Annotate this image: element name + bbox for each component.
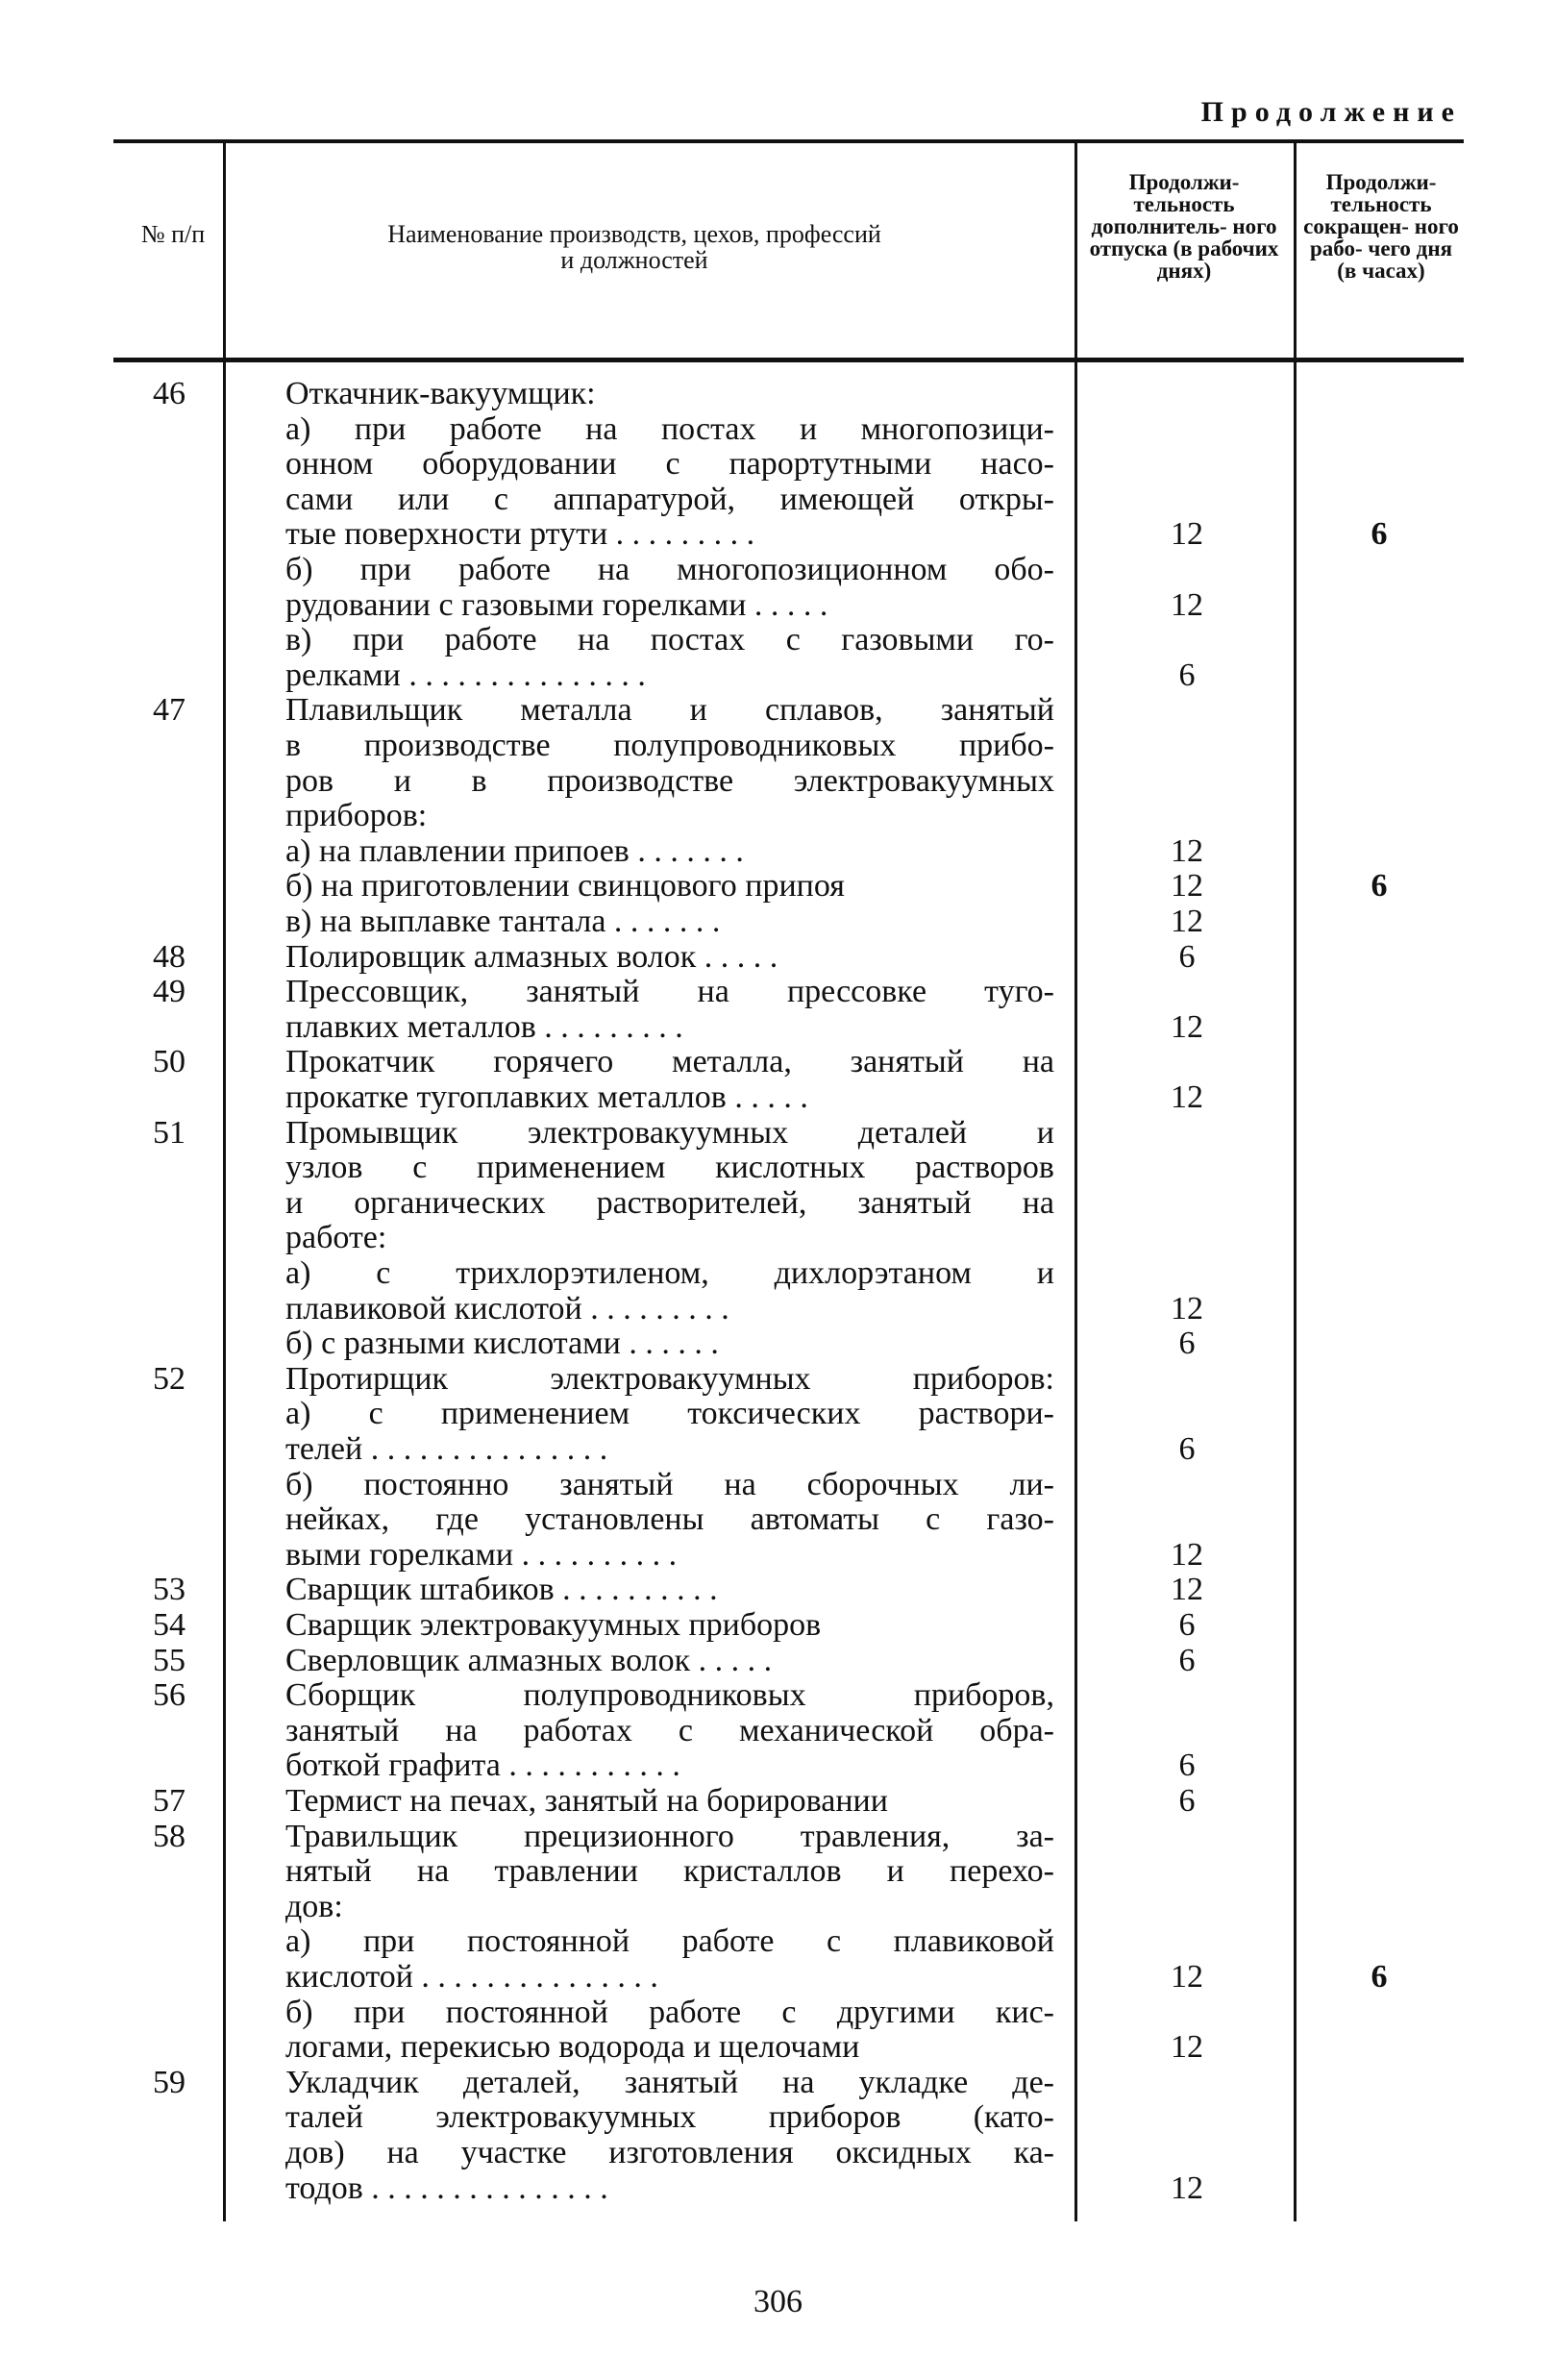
table-line-text: Сборщик полупроводниковых приборов, [285,1677,1054,1713]
table-line-text: б) при постоянной работе с другими кис- [285,1995,1054,2030]
table-line-text: узлов с применением кислотных растворов [285,1150,1054,1185]
table-line-text: прокатке тугоплавких металлов . . . . . [285,1079,808,1115]
table-line-text: Протирщик электровакуумных приборов: [285,1361,1054,1397]
additional-leave-days: 12 [1171,1009,1203,1045]
page-number: 306 [753,2284,803,2319]
additional-leave-days: 12 [1171,1537,1203,1573]
table-line-text: а) при работе на постах и многопозици- [285,411,1054,447]
row-number: 52 [153,1361,185,1397]
header-col-name: Наименование производств, цехов, профессий и должностей [387,220,881,275]
header-top-rule [113,139,1464,143]
table-line-text: нятый на травлении кристаллов и перехо- [285,1853,1054,1889]
table-line-text: б) постоянно занятый на сборочных ли- [285,1467,1054,1502]
table-line-text: Прессовщик, занятый на прессовке туго- [285,974,1054,1009]
row-number: 46 [153,376,185,411]
table-line-text: Сварщик электровакуумных приборов [285,1607,822,1643]
table-line-text: Травильщик прецизионного травления, за- [285,1819,1054,1854]
table-line-text: плавиковой кислотой . . . . . . . . . [285,1291,729,1326]
additional-leave-days: 6 [1178,1607,1196,1643]
row-number: 55 [153,1643,185,1678]
table-line-text: а) с трихлорэтиленом, дихлорэтаном и [285,1255,1054,1291]
header-bottom-rule [113,358,1464,362]
table-line-text: а) с применением токсических раствори- [285,1396,1054,1431]
additional-leave-days: 12 [1171,904,1203,939]
additional-leave-days: 12 [1171,587,1203,623]
continuation-label: Продолжение [1200,96,1462,128]
additional-leave-days: 6 [1178,1783,1196,1819]
table-line-text: в производстве полупроводниковых прибо- [285,728,1054,763]
table-line-text: б) с разными кислотами . . . . . . [285,1326,719,1361]
additional-leave-days: 6 [1178,1748,1196,1783]
table-line-text: б) при работе на многопозиционном обо- [285,552,1054,587]
reduced-workday-hours: 6 [1371,868,1388,904]
table-line-text: Плавильщик металла и сплавов, занятый [285,692,1054,728]
additional-leave-days: 12 [1171,1079,1203,1115]
table-line-text: в) на выплавке тантала . . . . . . . [285,904,721,939]
additional-leave-days: 6 [1178,1643,1196,1678]
table-line-text: дов) на участке изготовления оксидных ка- [285,2135,1054,2170]
table-line-text: работе: [285,1220,387,1255]
reduced-workday-hours: 6 [1371,516,1388,552]
column-divider-1 [223,143,226,2221]
additional-leave-days: 6 [1178,939,1196,975]
table-line-text: Откачник-вакуумщик: [285,376,596,411]
table-line-text: Термист на печах, занятый на борировании [285,1783,888,1819]
row-number: 47 [153,692,185,728]
header-col-shortday: Продолжи- тельность сокращен- ного рабо- чего дня (в часах) [1303,170,1459,283]
row-number: 56 [153,1677,185,1713]
additional-leave-days: 12 [1171,833,1203,869]
table-line-text: Промывщик электровакуумных деталей и [285,1115,1054,1151]
table-line-text: тодов . . . . . . . . . . . . . . . [285,2170,608,2206]
table-line-text: Прокатчик горячего металла, занятый на [285,1044,1054,1079]
header-col-leave: Продолжи- тельность дополнитель- ного отпуска (в рабочих днях) [1089,170,1279,283]
table-line-text: в) при работе на постах с газовыми го- [285,622,1054,657]
table-line-text: боткой графита . . . . . . . . . . . [285,1748,680,1783]
row-number: 59 [153,2065,185,2100]
additional-leave-days: 12 [1171,2029,1203,2065]
table-line-text: логами, перекисью водорода и щелочами [285,2029,860,2065]
table-line-text: нейках, где установлены автоматы с газо- [285,1501,1054,1537]
table-line-text: приборов: [285,798,428,833]
table-line-text: релками . . . . . . . . . . . . . . . [285,657,646,693]
table-line-text: кислотой . . . . . . . . . . . . . . . [285,1959,658,1995]
table-line-text: выми горелками . . . . . . . . . . [285,1537,678,1573]
additional-leave-days: 12 [1171,868,1203,904]
table-line-text: сами или с аппаратурой, имеющей откры- [285,482,1054,517]
additional-leave-days: 6 [1178,657,1196,693]
table-line-text: Полировщик алмазных волок . . . . . [285,939,778,975]
table-line-text: онном оборудовании с парортутными насо- [285,446,1054,482]
table-line-text: Сверловщик алмазных волок . . . . . [285,1643,773,1678]
reduced-workday-hours: 6 [1371,1959,1388,1995]
additional-leave-days: 6 [1178,1431,1196,1467]
table-line-text: Укладчик деталей, занятый на укладке де- [285,2065,1054,2100]
table-line-text: ров и в производстве электровакуумных [285,763,1054,799]
table-line-text: б) на приготовлении свинцового припоя [285,868,845,904]
column-divider-2 [1074,143,1077,2221]
table-line-text: а) на плавлении припоев . . . . . . . [285,833,744,869]
table-line-text: занятый на работах с механической обра- [285,1713,1054,1748]
additional-leave-days: 12 [1171,2170,1203,2206]
row-number: 54 [153,1607,185,1643]
table-line-text: рудовании с газовыми горелками . . . . . [285,587,828,623]
table-line-text: талей электровакуумных приборов (като- [285,2099,1054,2135]
table-line-text: плавких металлов . . . . . . . . . [285,1009,683,1045]
row-number: 57 [153,1783,185,1819]
table-line-text: Сварщик штабиков . . . . . . . . . . [285,1572,718,1607]
table-line-text: дов: [285,1889,343,1924]
header-col-number: № п/п [140,220,206,248]
row-number: 49 [153,974,185,1009]
additional-leave-days: 6 [1178,1326,1196,1361]
additional-leave-days: 12 [1171,1291,1203,1326]
table-line-text: и органических растворителей, занятый на [285,1185,1054,1221]
additional-leave-days: 12 [1171,516,1203,552]
row-number: 58 [153,1819,185,1854]
table-line-text: а) при постоянной работе с плавиковой [285,1923,1054,1959]
row-number: 51 [153,1115,185,1151]
additional-leave-days: 12 [1171,1572,1203,1607]
row-number: 50 [153,1044,185,1079]
column-divider-3 [1294,143,1297,2221]
row-number: 53 [153,1572,185,1607]
table-line-text: телей . . . . . . . . . . . . . . . [285,1431,608,1467]
additional-leave-days: 12 [1171,1959,1203,1995]
row-number: 48 [153,939,185,975]
table-line-text: тые поверхности ртути . . . . . . . . . [285,516,755,552]
